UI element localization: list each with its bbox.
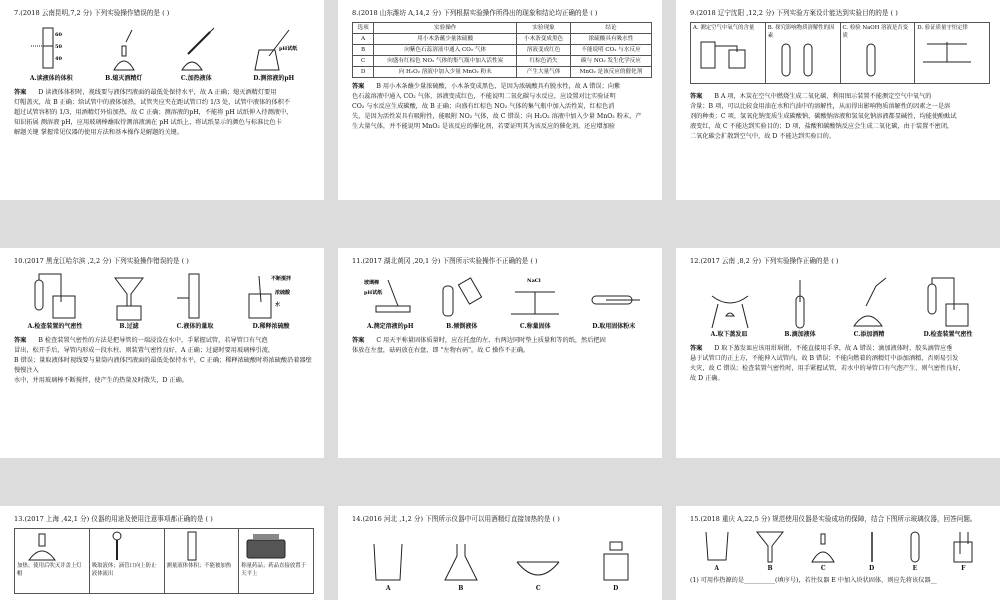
answer-line: 剂的种类；C 项，氢氧化钠变质生成碳酸钠，碳酸钠溶液和氢氧化钠溶液都显碱性，均能使酚酞试: [690, 113, 957, 120]
question-card-13: [0, 506, 324, 600]
question-text: 8.(2018 山东潍坊 A,14,2 分) 下列根据实验操作所得出的现象和结论均正确的是 ( ): [352, 9, 598, 17]
diagram-label: 浓硫酸: [275, 290, 291, 296]
option-label: A.读液体的体积: [29, 75, 73, 82]
option-label: C.加热液体: [180, 75, 212, 82]
experiment-table: [352, 22, 652, 78]
option-d: [920, 276, 976, 340]
answer-tag: 答案: [690, 345, 703, 352]
table-cell: MnO₂ 是该反应的催化剂: [570, 67, 651, 78]
option-description: 加热；使用后吹灭并盖上灯帽: [17, 563, 82, 577]
option-description: 测量液体体积；不能被加热: [166, 563, 232, 569]
option-a: [704, 276, 754, 340]
svg-text:60: 60: [55, 32, 63, 38]
question-text: 11.(2017 湖北黄冈 ,20,1 分) 下图所示实验操作不正确的是 ( ): [352, 257, 538, 265]
option-e: [905, 530, 925, 574]
option-label: A.测定溶液的pH: [366, 323, 414, 330]
option-d: [596, 540, 636, 594]
option-a: [368, 540, 408, 594]
ph-paper-label: pH试纸: [278, 46, 297, 52]
table-cell: A: [353, 34, 374, 45]
funnel-icon: [755, 530, 785, 564]
option-description: 称量药品；药品直接放置于天平上: [241, 563, 306, 577]
option-label: C.称量固体: [519, 323, 551, 330]
diagram-label: NaCl: [527, 278, 541, 284]
table-cell: 向盛有红棕色 NO₂ 气体的集气瓶中加入活性炭: [374, 56, 517, 67]
ph-test-icon: [362, 276, 418, 322]
answer-line: 色石蕊溶液中通入 CO₂ 气体，溶液变成红色，不能说明二氧化碳与水反应，应设置对比实验证明: [352, 93, 616, 100]
answer-line: 读液体体积时，视线要与液体凹液面的最低处保持水平，故 A 正确；熄灭酒精灯要用: [45, 89, 277, 96]
option-label: B.倾倒液体: [446, 323, 478, 330]
evaporating-dish-icon: [513, 540, 563, 584]
answer-letter: B: [376, 83, 381, 90]
option-c: [505, 276, 565, 332]
question-prompt: (1) 可用作热源的是__________(填序号)，若往仪器 E 中加入块状固体，则应先将该仪器__: [690, 577, 937, 584]
option-c: [846, 276, 892, 340]
option-label: D.测溶液的pH: [253, 75, 295, 82]
question-text: 12.(2017 云南 ,8,2 分) 下列实验操作正确的是 ( ): [690, 257, 839, 265]
answer-line: CO₂ 与水反应生成碳酸，故 B 正确；向盛有红棕色 NO₂ 气体的集气瓶中加入活性炭，红棕色消: [352, 103, 615, 110]
diagram-label: 水: [275, 302, 281, 308]
question-card-14: [338, 506, 662, 600]
answer-line: 解题关键 掌握常见仪器的使用方法和基本操作是解题的关键。: [14, 129, 184, 136]
question-text: 10.(2017 黑龙江哈尔滨 ,2,2 分) 下列实验操作错误的是 ( ): [14, 257, 189, 265]
answer-line: 用天平称量固体质量时，应在托盘的左、右两边同时垫上质量和等的纸，然后把固: [383, 337, 606, 344]
reagent-bottle-icon: [596, 540, 636, 584]
answer-line: 体放在左盘，砝码放在右盘，即 "左物右码"，故 C 操作不正确。: [352, 347, 530, 354]
answer-block: [14, 88, 314, 138]
table-cell: 不能说明 CO₂ 与水反应: [570, 45, 651, 56]
table-cell: 向 H₂O₂ 溶液中加入少量 MnO₂ 粉末: [374, 67, 517, 78]
option-label: C: [535, 585, 541, 592]
beaker-icon: [368, 540, 408, 584]
answer-line: 超过试管容积的 1/3，用酒精灯外焰加热，故 C 正确；测溶液的pH，不能将 pH 试纸伸入待测液中，: [14, 109, 293, 116]
table-cell: C: [353, 56, 374, 67]
option-label: B.滴加液体: [784, 331, 816, 338]
answer-tag: 答案: [14, 89, 27, 96]
option-label: B: [767, 565, 773, 572]
answer-line: B 错误；量取液体时视线要与量筒内液体凹液面的最低处保持水平，C 正确；稀释浓硫酸时将浓硫酸沿着器壁慢慢注入: [14, 357, 312, 374]
option-label: D: [613, 585, 619, 592]
question-card-10: [0, 248, 324, 458]
answer-letter: C: [376, 337, 382, 344]
pouring-icon: [439, 276, 485, 322]
option-b: [766, 23, 841, 83]
answer-line: 冒出，松开手后，导管内形成一段水柱，则装置气密性良好，A 正确；过滤时要用玻璃棒引流，: [14, 347, 275, 354]
alcohol-lamp-icon: [808, 530, 838, 564]
heating-tube-icon: [174, 26, 218, 74]
option-label: D.取用固体粉末: [592, 323, 636, 330]
figure: [690, 528, 990, 574]
answer-line: 液变红，故 C 不能达到实验目的；D 项，盐酸和碳酸钠反应会生成二氧化碳，由于装置不密闭，: [690, 123, 954, 130]
table-cell: 小木条变成黑色: [517, 34, 571, 45]
figure: [690, 270, 990, 340]
table-row: [353, 45, 652, 56]
answer-line: 水中，并用玻璃棒不断搅拌，使产生的热量及时散失，D 正确。: [14, 377, 188, 384]
table-cell: 用小木条蘸少量浓硫酸: [374, 34, 517, 45]
option-f: [948, 530, 978, 574]
option-d: [239, 529, 313, 593]
figure: [352, 270, 652, 332]
option-label: A.检查装置的气密性: [27, 323, 83, 330]
option-c: [165, 529, 240, 593]
answer-tag: 答案: [14, 337, 27, 344]
option-c: [175, 272, 215, 332]
option-a: [29, 26, 73, 84]
option-label: C. 检验 NaOH 溶液是否变质: [842, 25, 909, 39]
dropper-icon: [782, 276, 818, 330]
answer-block: [352, 82, 652, 132]
option-label: D. 验证质量守恒定律: [917, 25, 968, 31]
question-card-12: [676, 248, 1000, 458]
question-card-7: [0, 0, 324, 200]
answer-block: [690, 92, 990, 142]
answer-line: 生大量气体，并不能说明 MnO₂ 是该反应的催化剂，若要证明其为该反应的催化剂，还应增加验: [352, 123, 616, 130]
option-table: [14, 528, 314, 594]
option-label: C: [820, 565, 826, 572]
answer-line: 用小木条蘸少量浓硫酸，小木条变成黑色，是因为浓硫酸具有脱水性，故 A 错误；向紫: [382, 83, 621, 90]
question-card-8: [338, 0, 662, 200]
option-b: [90, 529, 165, 593]
question-card-9: [676, 0, 1000, 200]
answer-line: 故 D 正确。: [690, 375, 724, 382]
table-row: [353, 34, 652, 45]
answer-line: 二氧化碳会扩散到空气中，故 D 不能达到实验目的。: [690, 133, 836, 140]
answer-line: 失，是因为活性炭具有吸附性，能吸附 NO₂ 气体，故 C 错误；向 H₂O₂ 溶液中加入少量 MnO₂ 粉末，产: [352, 113, 642, 120]
option-a: [702, 530, 732, 574]
graduated-cylinder-icon: [175, 272, 215, 322]
svg-text:50: 50: [55, 44, 63, 50]
question-text: 15.(2018 重庆 A,22,5 分) 规范使用仪器是实验成功的保障，结合下图所示玻璃仪器，回答问题。: [690, 515, 977, 523]
table-cell: 浓硫酸具有吸水性: [570, 34, 651, 45]
graduated-cylinder-icon: [29, 26, 73, 74]
option-label: C.液体的量取: [176, 323, 214, 330]
table-header-row: [353, 23, 652, 34]
option-label: B.过滤: [119, 323, 139, 330]
figure: [14, 270, 314, 332]
option-c: [174, 26, 218, 84]
answer-line: 悬于试管口的正上方，不能伸入试管内，故 B 错误；不能向燃着的酒精灯中添加酒精，否则易引发: [690, 355, 959, 362]
figure: [14, 22, 314, 84]
answer-letter: B: [38, 337, 43, 344]
option-label: A.取下蒸发皿: [710, 331, 748, 338]
option-description: 吸取液体；滴管口向上防止液体流出: [91, 563, 157, 577]
table-row: [353, 56, 652, 67]
option-label: A: [385, 585, 391, 592]
option-a: [15, 529, 90, 593]
graduated-cylinder-icon: [167, 530, 217, 562]
option-label: C.添加酒精: [853, 331, 885, 338]
beaker-icon: [702, 530, 732, 564]
scale-icon: [241, 530, 291, 562]
answer-letter: B: [714, 93, 719, 100]
answer-block: [352, 336, 652, 356]
alcohol-lamp-icon: [846, 276, 892, 330]
option-a: [362, 276, 418, 332]
table-cell: B: [353, 45, 374, 56]
option-d: [862, 530, 882, 574]
option-label: B.熄灭酒精灯: [105, 75, 143, 82]
svg-text:40: 40: [55, 56, 63, 62]
evaporating-dish-icon: [704, 276, 754, 330]
answer-line: A 项，木炭在空气中燃烧生成二氧化碳，利用图示装置不能测定空气中氧气的: [720, 93, 932, 100]
glass-rod-icon: [862, 530, 882, 564]
question-text: 7.(2018 云南昆明,7,2 分) 下列实验操作错误的是 ( ): [14, 9, 170, 17]
option-b: [439, 276, 485, 332]
test-tube-icon: [843, 40, 903, 80]
option-d: [241, 272, 301, 332]
option-b: [104, 26, 144, 84]
option-b: [441, 540, 481, 594]
powder-icon: [586, 276, 642, 322]
option-b: [782, 276, 818, 340]
option-d: [249, 26, 299, 84]
table-header-cell: 实验操作: [374, 23, 517, 34]
funnel-icon: [109, 272, 149, 322]
ph-test-icon: [249, 26, 299, 74]
option-label: A. 测定空气中氧气的含量: [693, 25, 755, 31]
option-a: [691, 23, 766, 83]
test-tube-icon: [905, 530, 925, 564]
table-cell: 碳与 NO₂ 发生化学反应: [570, 56, 651, 67]
option-d: [915, 23, 989, 83]
alcohol-lamp-icon: [104, 26, 144, 74]
option-c: [513, 540, 563, 594]
answer-letter: D: [714, 345, 720, 352]
answer-tag: 答案: [352, 83, 365, 90]
option-label: A: [714, 565, 719, 572]
table-header-cell: 实验现象: [517, 23, 571, 34]
option-label: B: [458, 585, 464, 592]
figure: [352, 528, 652, 594]
diagram-label: pH试纸: [364, 290, 383, 296]
option-c: [808, 530, 838, 574]
alcohol-lamp-icon: [17, 530, 67, 562]
diagram-label: 不断搅拌: [271, 276, 292, 282]
option-a: [27, 272, 83, 332]
answer-line: 取下蒸发皿应该用坩埚钳，不能直接用手拿，故 A 错误；滴加液体时，胶头滴管应垂: [721, 345, 953, 352]
question-card-15: [676, 506, 1000, 600]
answer-tag: 答案: [690, 93, 703, 100]
answer-tag: 答案: [352, 337, 365, 344]
oxygen-apparatus-icon: [693, 32, 753, 72]
table-header-cell: 选项: [353, 23, 374, 34]
question-text: 13.(2017 上海 ,42,1 分) 仪器的用途及使用注意事项都正确的是 ( ): [14, 515, 213, 523]
dropper-icon: [92, 530, 142, 562]
answer-line: 知识拓展 测溶液 pH，应用玻璃棒蘸取待测溶液滴在 pH 试纸上，将试纸显示的颜色与标准比色卡: [14, 119, 282, 126]
gas-bottle-icon: [948, 530, 978, 564]
table-cell: 红棕色消失: [517, 56, 571, 67]
diagram-label: 玻璃棒: [364, 280, 380, 286]
option-d: [586, 276, 642, 332]
test-tubes-icon: [768, 40, 828, 80]
option-label: F: [961, 565, 966, 572]
option-b: [109, 272, 149, 332]
answer-line: 火灾，故 C 错误；检查装置气密性时，用手紧握试管，若水中的导管口有气泡产生，则气密性良好，: [690, 365, 965, 372]
option-table: [690, 22, 990, 84]
option-b: [755, 530, 785, 574]
gas-tightness-icon: [920, 276, 976, 330]
dilution-icon: [241, 272, 301, 322]
answer-block: [690, 344, 990, 384]
option-label: E: [912, 565, 918, 572]
table-cell: 向紫色石蕊溶液中通入 CO₂ 气体: [374, 45, 517, 56]
option-label: D.检查装置气密性: [923, 331, 973, 338]
answer-line: 含量；B 项，可以比较食用油在水和汽油中的溶解性，从而得出影响物质溶解性的因素之一是溶: [690, 103, 951, 110]
option-label: B. 探究影响物质溶解性的因素: [767, 25, 835, 39]
answer-letter: D: [38, 89, 44, 96]
option-label: D.稀释浓硫酸: [252, 323, 290, 330]
table-row: [353, 67, 652, 78]
question-text: 14.(2016 河北 ,1,2 分) 下图所示仪器中可以用酒精灯直接加热的是 ( ): [352, 515, 560, 523]
gas-tightness-icon: [27, 272, 83, 322]
conical-flask-icon: [441, 540, 481, 584]
option-c: [841, 23, 916, 83]
table-cell: 产生大量气体: [517, 67, 571, 78]
answer-block: [14, 336, 314, 386]
table-cell: 溶液变成红色: [517, 45, 571, 56]
option-label: D: [869, 565, 875, 572]
question-card-11: [338, 248, 662, 458]
table-cell: D: [353, 67, 374, 78]
balance-icon: [917, 32, 977, 72]
table-header-cell: 结论: [570, 23, 651, 34]
question-text: 9.(2018 辽宁沈阳 ,12,2 分) 下列实验方案设计能达到实验目的的是 ( ): [690, 9, 898, 17]
answer-line: 检查装置气密性的方法是把导管的一端浸没在水中，手紧握试管，若导管口有气泡: [44, 337, 268, 344]
answer-line: 灯帽盖灭，故 B 正确；给试管中的液体加热，试管夹应夹在距试管口约 1/3 处，试管中液体的体积不: [14, 99, 291, 106]
balance-icon: [505, 276, 565, 322]
